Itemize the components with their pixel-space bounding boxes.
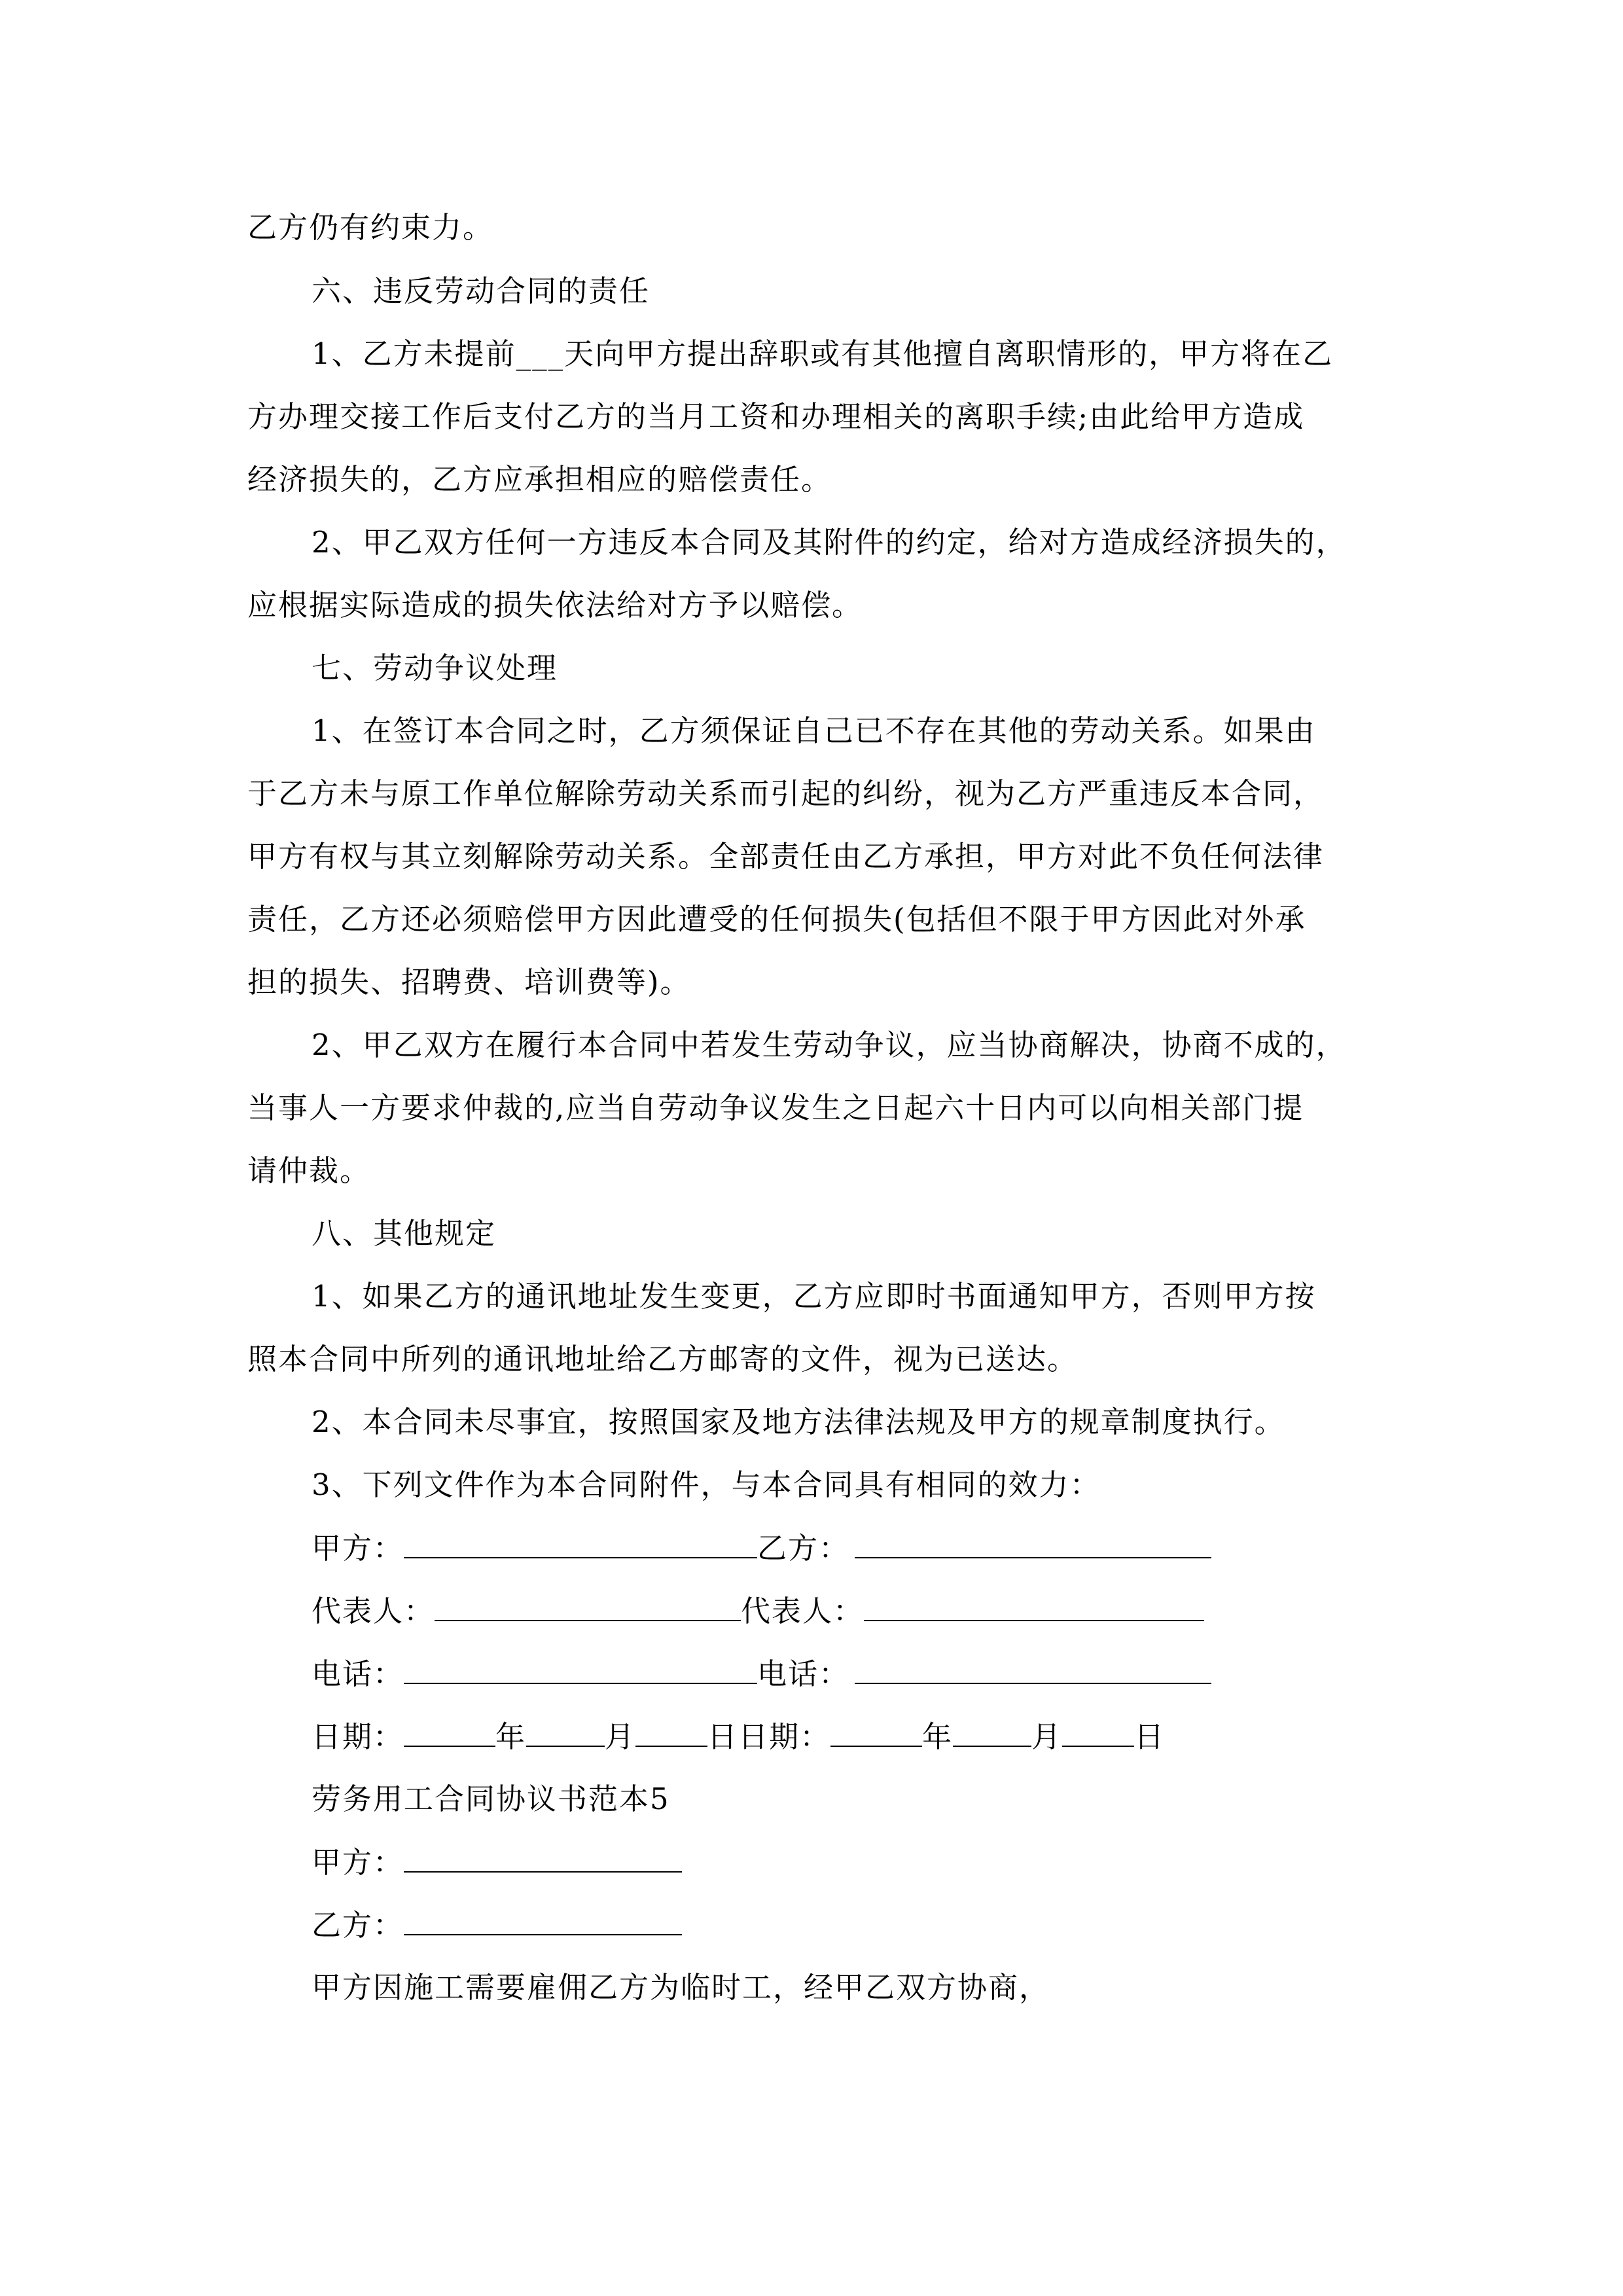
paragraph-line: 请仲裁。 bbox=[247, 1153, 371, 1188]
paragraph-line: 乙方仍有约束力。 bbox=[247, 210, 494, 245]
next-party-a-row bbox=[312, 1842, 682, 1882]
rep-b-label: 代表人： bbox=[741, 1594, 865, 1628]
year-b-blank bbox=[830, 1717, 922, 1747]
phone-b-label: 电话： bbox=[757, 1657, 850, 1691]
paragraph-line: 2、甲乙双方任何一方违反本合同及其附件的约定，给对方造成经济损失的， bbox=[312, 525, 1347, 560]
day-b-blank bbox=[1062, 1717, 1134, 1747]
phone-a-label: 电话： bbox=[312, 1657, 404, 1691]
paragraph-line: 应根据实际造成的损失依法给对方予以赔偿。 bbox=[247, 588, 863, 622]
signature-row-party bbox=[312, 1528, 1211, 1568]
signature-row-date bbox=[312, 1717, 1165, 1756]
paragraph-line: 照本合同中所列的通讯地址给乙方邮寄的文件，视为已送达。 bbox=[247, 1342, 1079, 1376]
paragraph-line: 责任，乙方还必须赔偿甲方因此遭受的任何损失(包括但不限于甲方因此对外承 bbox=[247, 902, 1306, 937]
paragraph-line: 当事人一方要求仲裁的,应当自劳动争议发生之日起六十日内可以向相关部门提 bbox=[247, 1090, 1304, 1125]
phone-b-blank bbox=[855, 1654, 1211, 1684]
paragraph-line: 经济损失的，乙方应承担相应的赔偿责任。 bbox=[247, 462, 832, 497]
date-a-label: 日期： bbox=[312, 1719, 404, 1754]
next-party-a-blank bbox=[404, 1842, 682, 1873]
rep-a-blank bbox=[435, 1591, 741, 1621]
year-a-blank bbox=[404, 1717, 495, 1747]
phone-a-blank bbox=[404, 1654, 757, 1684]
next-party-a-label: 甲方： bbox=[312, 1845, 404, 1880]
month-b-label: 月 bbox=[1031, 1719, 1063, 1754]
month-a-blank bbox=[526, 1717, 605, 1747]
next-party-b-row bbox=[312, 1905, 682, 1945]
section-heading: 六、违反劳动合同的责任 bbox=[312, 274, 651, 308]
next-party-b-label: 乙方： bbox=[312, 1908, 404, 1943]
paragraph-line: 1、在签订本合同之时，乙方须保证自己已不存在其他的劳动关系。如果由 bbox=[312, 713, 1316, 748]
next-contract-title: 劳务用工合同协议书范本5 bbox=[312, 1782, 670, 1816]
signature-row-representative bbox=[312, 1591, 1204, 1630]
month-a-label: 月 bbox=[605, 1719, 636, 1754]
section-heading: 七、劳动争议处理 bbox=[312, 651, 558, 685]
day-a-blank bbox=[635, 1717, 707, 1747]
paragraph-line: 1、乙方未提前___天向甲方提出辞职或有其他擅自离职情形的，甲方将在乙 bbox=[312, 336, 1334, 371]
rep-b-blank bbox=[864, 1591, 1204, 1621]
year-a-label: 年 bbox=[495, 1719, 527, 1754]
paragraph-line: 3、下列文件作为本合同附件，与本合同具有相同的效力： bbox=[312, 1467, 1101, 1502]
party-b-label: 乙方： bbox=[757, 1531, 850, 1566]
day-a-label: 日 bbox=[707, 1719, 739, 1754]
month-b-blank bbox=[953, 1717, 1031, 1747]
next-party-b-blank bbox=[404, 1905, 682, 1935]
rep-a-label: 代表人： bbox=[312, 1594, 435, 1628]
party-b-blank bbox=[855, 1528, 1211, 1558]
party-a-blank bbox=[404, 1528, 757, 1558]
party-a-label: 甲方： bbox=[312, 1531, 404, 1566]
paragraph-line: 于乙方未与原工作单位解除劳动关系而引起的纠纷，视为乙方严重违反本合同， bbox=[247, 776, 1325, 811]
day-b-label: 日 bbox=[1134, 1719, 1166, 1754]
next-intro-line: 甲方因施工需要雇佣乙方为临时工，经甲乙双方协商， bbox=[312, 1970, 1050, 2005]
year-b-label: 年 bbox=[922, 1719, 954, 1754]
paragraph-line: 2、甲乙双方在履行本合同中若发生劳动争议，应当协商解决，协商不成的， bbox=[312, 1028, 1347, 1062]
paragraph-line: 方办理交接工作后支付乙方的当月工资和办理相关的离职手续;由此给甲方造成 bbox=[247, 399, 1305, 434]
paragraph-line: 担的损失、招聘费、培训费等)。 bbox=[247, 965, 691, 999]
section-heading: 八、其他规定 bbox=[312, 1216, 497, 1251]
signature-row-phone bbox=[312, 1654, 1211, 1693]
paragraph-line: 甲方有权与其立刻解除劳动关系。全部责任由乙方承担，甲方对此不负任何法律 bbox=[247, 839, 1325, 874]
paragraph-line: 2、本合同未尽事宜，按照国家及地方法律法规及甲方的规章制度执行。 bbox=[312, 1405, 1285, 1439]
date-b-label: 日期： bbox=[738, 1719, 831, 1754]
paragraph-line: 1、如果乙方的通讯地址发生变更，乙方应即时书面通知甲方，否则甲方按 bbox=[312, 1279, 1316, 1314]
